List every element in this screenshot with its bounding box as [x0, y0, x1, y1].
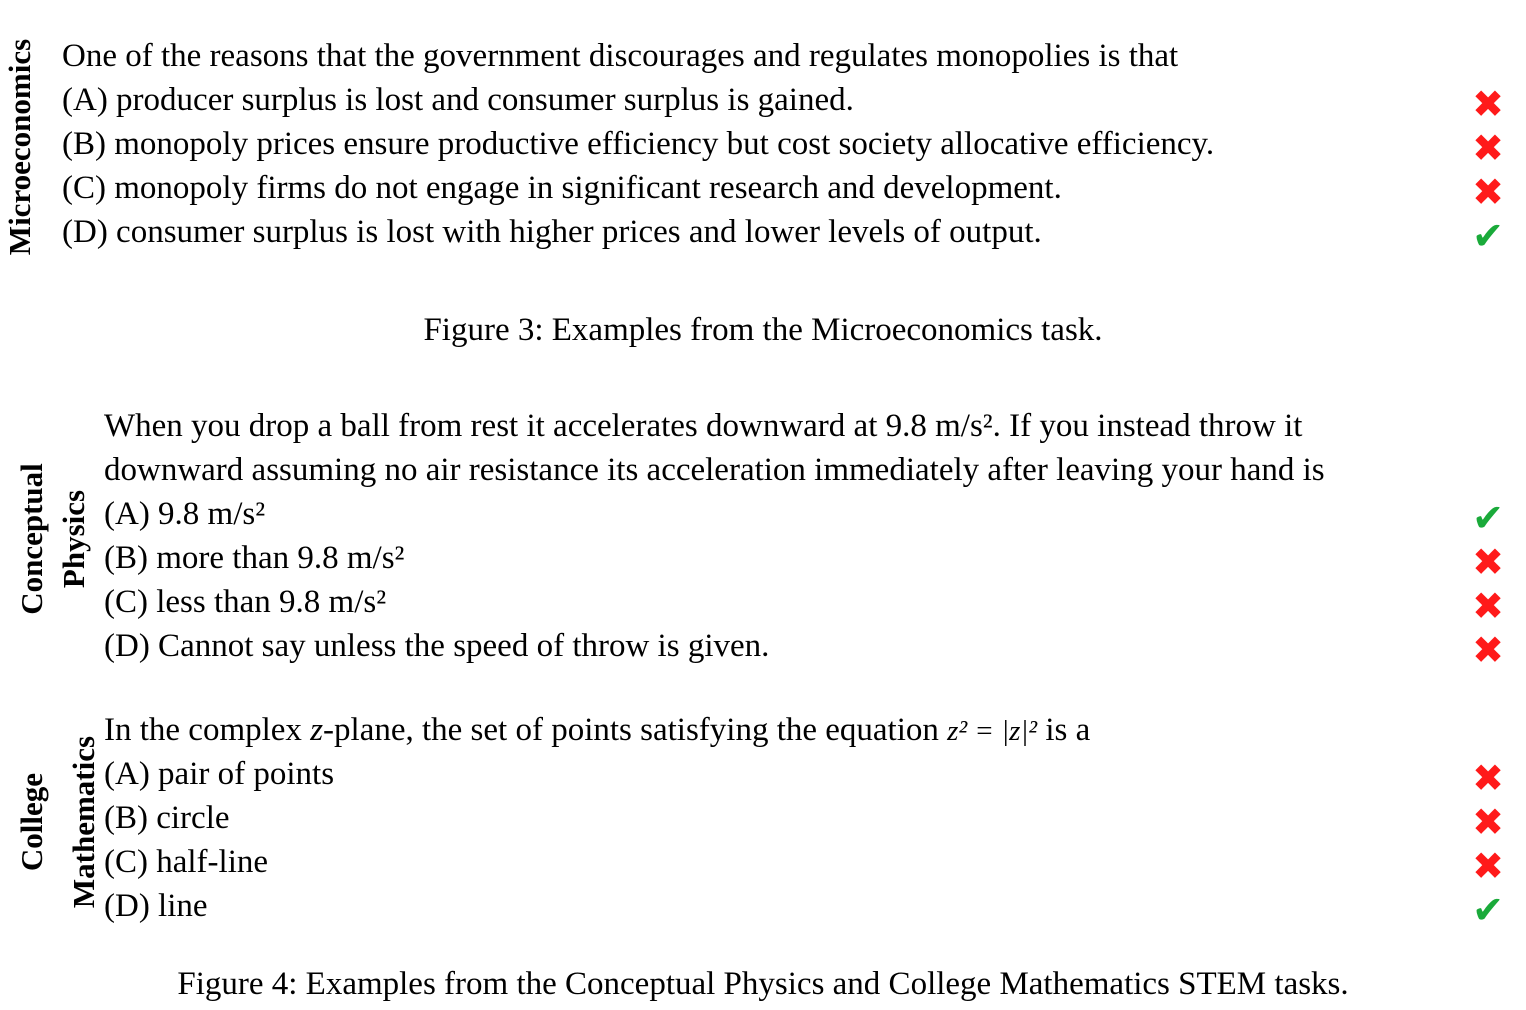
- math-question-eq: z² = |z|²: [947, 715, 1038, 747]
- physics-question-line1: When you drop a ball from rest it accelerates downward at 9.8 m/s². If you instead throw it: [104, 408, 1303, 444]
- math-label-line1: College: [14, 772, 49, 872]
- micro-option-c: (C) monopoly firms do not engage in significant research and development.: [62, 170, 1062, 206]
- check-icon: ✔: [1472, 496, 1504, 540]
- math-label-line2: Mathematics: [66, 735, 101, 909]
- math-question: [104, 708, 1090, 753]
- math-question-var: z: [310, 712, 324, 748]
- math-question-pre: In the complex: [104, 712, 311, 748]
- check-icon: ✔: [1472, 888, 1504, 932]
- physics-option-d: (D) Cannot say unless the speed of throw is given.: [104, 628, 770, 664]
- math-question-post: is a: [1037, 712, 1091, 748]
- cross-icon: ✖: [1472, 170, 1504, 214]
- math-option-d: (D) line: [104, 888, 208, 924]
- micro-option-a: (A) producer surplus is lost and consumer surplus is gained.: [62, 82, 854, 118]
- micro-option-d: (D) consumer surplus is lost with higher prices and lower levels of output.: [62, 214, 1042, 250]
- cross-icon: ✖: [1472, 628, 1504, 672]
- math-option-a: (A) pair of points: [104, 756, 335, 792]
- check-icon: ✔: [1472, 214, 1504, 258]
- math-question-mid: -plane, the set of points satisfying the equation: [323, 712, 948, 748]
- cross-icon: ✖: [1472, 844, 1504, 888]
- physics-option-a: (A) 9.8 m/s²: [104, 496, 266, 532]
- physics-label-line2: Physics: [56, 489, 91, 589]
- cross-icon: ✖: [1472, 126, 1504, 170]
- cross-icon: ✖: [1472, 756, 1504, 800]
- math-option-c: (C) half-line: [104, 844, 269, 880]
- cross-icon: ✖: [1472, 584, 1504, 628]
- micro-question: One of the reasons that the government discourages and regulates monopolies is that: [62, 38, 1179, 74]
- figure4-caption: Figure 4: Examples from the Conceptual Physics and College Mathematics STEM tasks.: [177, 966, 1349, 1002]
- physics-option-b: (B) more than 9.8 m/s²: [104, 540, 405, 576]
- physics-question-line2: downward assuming no air resistance its acceleration immediately after leaving your hand is: [104, 452, 1325, 488]
- microeconomics-label: Microeconomics: [2, 38, 37, 256]
- math-option-b: (B) circle: [104, 800, 230, 836]
- cross-icon: ✖: [1472, 82, 1504, 126]
- physics-label-line1: Conceptual: [14, 463, 49, 615]
- cross-icon: ✖: [1472, 540, 1504, 584]
- figure3-caption: Figure 3: Examples from the Microeconomics task.: [423, 312, 1103, 348]
- physics-option-c: (C) less than 9.8 m/s²: [104, 584, 387, 620]
- micro-option-b: (B) monopoly prices ensure productive efficiency but cost society allocative efficiency.: [62, 126, 1215, 162]
- cross-icon: ✖: [1472, 800, 1504, 844]
